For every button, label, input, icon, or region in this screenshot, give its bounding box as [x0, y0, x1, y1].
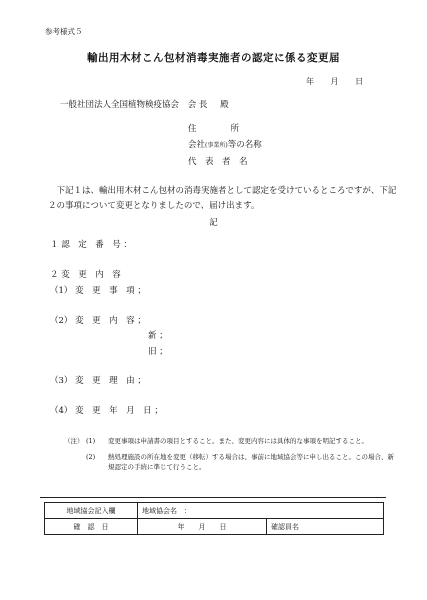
confirmation-date-label: 確 認 日 — [45, 519, 138, 535]
applicant-company-label — [188, 138, 262, 150]
ki-heading: 記 — [209, 218, 218, 228]
applicant-rep-label: 代 表 者 名 — [188, 157, 248, 167]
addressee-honorific: 殿 — [220, 100, 229, 110]
addressee-org: 一般社団法人全国植物検疫協会 — [60, 100, 180, 110]
item-change-content: ２ 変 更 内 容 — [50, 270, 121, 280]
item-change-matter: （1） 変 更 事 項 ； — [50, 286, 146, 296]
confirmation-date-value: 年 月 日 — [138, 519, 267, 535]
item-change-detail: （2） 変 更 内 容 ； — [50, 316, 146, 326]
office-use-label: 地域協会記入欄 — [45, 503, 138, 519]
note-1-text: 変更事項は申請書の項目とすること。また、変更内容には具体的な事項を明記すること。 — [108, 437, 368, 445]
date-line: 年 月 日 — [306, 77, 364, 86]
note-mark-spacer — [64, 452, 86, 472]
item-cert-number: １ 認 定 番 号 ： — [50, 240, 132, 250]
company-label-small: (事業所) — [205, 142, 228, 149]
addressee-role: 会 長 — [187, 100, 208, 110]
note-1-number: (1) — [86, 437, 96, 445]
company-label-b: 等の名称 — [227, 140, 262, 150]
note-2 — [64, 452, 394, 472]
company-label-a: 会社 — [188, 140, 206, 150]
notes — [64, 436, 394, 478]
note-2-text: 熱処理施設の所在地を変更（移転）する場合は、事前に地域協会等に申し出ること。この場合、新規認定の手続に準じて行うこと。 — [108, 453, 394, 471]
item-change-date: （4） 変 更 年 月 日 ； — [50, 406, 163, 416]
addressee — [60, 98, 229, 110]
regional-association-name: 地域協会名 ： — [138, 503, 384, 519]
form-number: 参考様式５ — [45, 27, 83, 36]
office-use-table — [44, 502, 384, 535]
item-old: 旧 ； — [148, 347, 168, 357]
body-paragraph: 下記１は、輸出用木材こん包材の消毒実施者として認定を受けているところですが、下記２の事項について変更となりましたので、届け出ます。 — [48, 186, 397, 211]
item-new: 新 ； — [148, 331, 168, 341]
separator-line — [40, 497, 386, 498]
document-title: 輸出用木材こん包材消毒実施者の認定に係る変更届 — [87, 52, 340, 64]
confirmer-name-label: 確認員名 — [267, 519, 384, 535]
applicant-address-label: 住 所 — [188, 124, 240, 134]
note-1 — [64, 436, 394, 446]
note-2-number: (2) — [86, 453, 96, 461]
note-mark: （注） — [64, 437, 84, 445]
item-change-reason: （3） 変 更 理 由 ； — [50, 376, 146, 386]
